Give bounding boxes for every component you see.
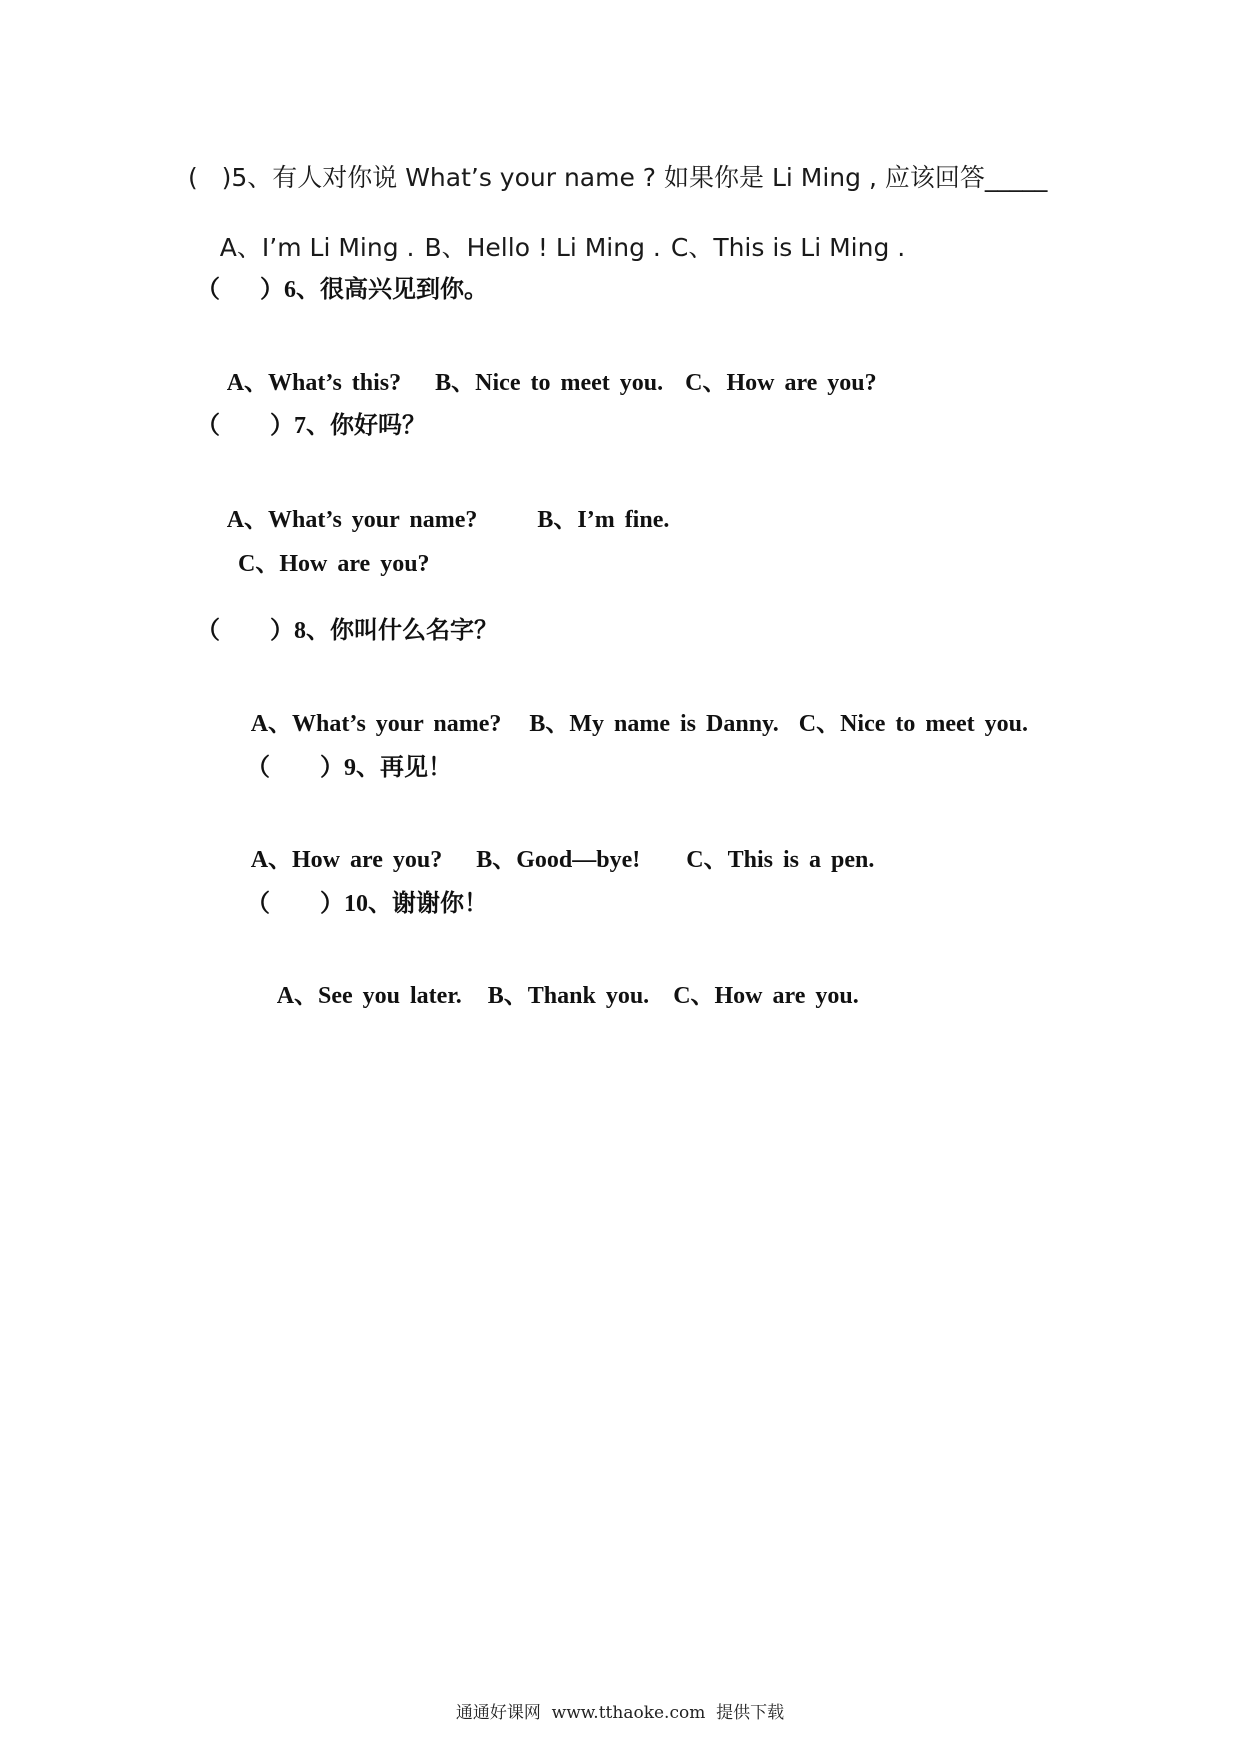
question-8-options (212, 688, 1028, 760)
question-8-option-b: B、My name is Danny. (529, 711, 779, 737)
question-8-prompt: （ ）8、你叫什么名字？ (196, 618, 498, 644)
question-6-option-c: C、How are you? (685, 370, 877, 396)
question-9-option-a: A、How are you? (250, 847, 443, 873)
question-8-option-a: A、What’s your name? (250, 711, 502, 737)
question-6-option-b: B、Nice to meet you. (435, 370, 664, 396)
question-10-option-a: A、See you later. (276, 983, 462, 1009)
question-7-options-line-1 (188, 484, 669, 556)
question-9-options (212, 824, 874, 896)
question-5-option-a: A、I’m Li Ming . (219, 233, 415, 262)
question-8-option-c: C、Nice to meet you. (798, 711, 1028, 737)
question-10-option-b: B、Thank you. (487, 983, 650, 1009)
question-7-option-a: A、What’s your name? (226, 507, 478, 533)
question-6-options (188, 347, 877, 419)
question-6-prompt: （ ）6、很高兴见到你。 (196, 277, 488, 303)
question-10-prompt: （ ）10、谢谢你！ (246, 891, 488, 917)
question-10-options (238, 960, 859, 1032)
question-7-option-b: B、I’m fine. (537, 507, 670, 533)
page-footer: 通通好课网 www.tthaoke.com 提供下载 (455, 1703, 785, 1723)
question-9-option-c: C、This is a pen. (686, 847, 875, 873)
question-7-option-c: C、How are you? (238, 551, 430, 577)
question-9-prompt: （ ）9、再见！ (246, 755, 452, 781)
question-5-option-c: C、This is Li Ming . (670, 233, 906, 262)
question-9-option-b: B、Good—bye! (476, 847, 641, 873)
question-7-prompt: （ ）7、你好吗？ (196, 413, 426, 439)
question-10-option-c: C、How are you. (673, 983, 859, 1009)
question-5-options (188, 210, 905, 285)
question-5-prompt: ( )5、有人对你说 What’s your name ? 如果你是 Li Ming , 应该回答_____ (188, 163, 1048, 192)
question-6-option-a: A、What’s this? (226, 370, 402, 396)
question-5-option-b: B、Hello ! Li Ming . (424, 233, 661, 262)
